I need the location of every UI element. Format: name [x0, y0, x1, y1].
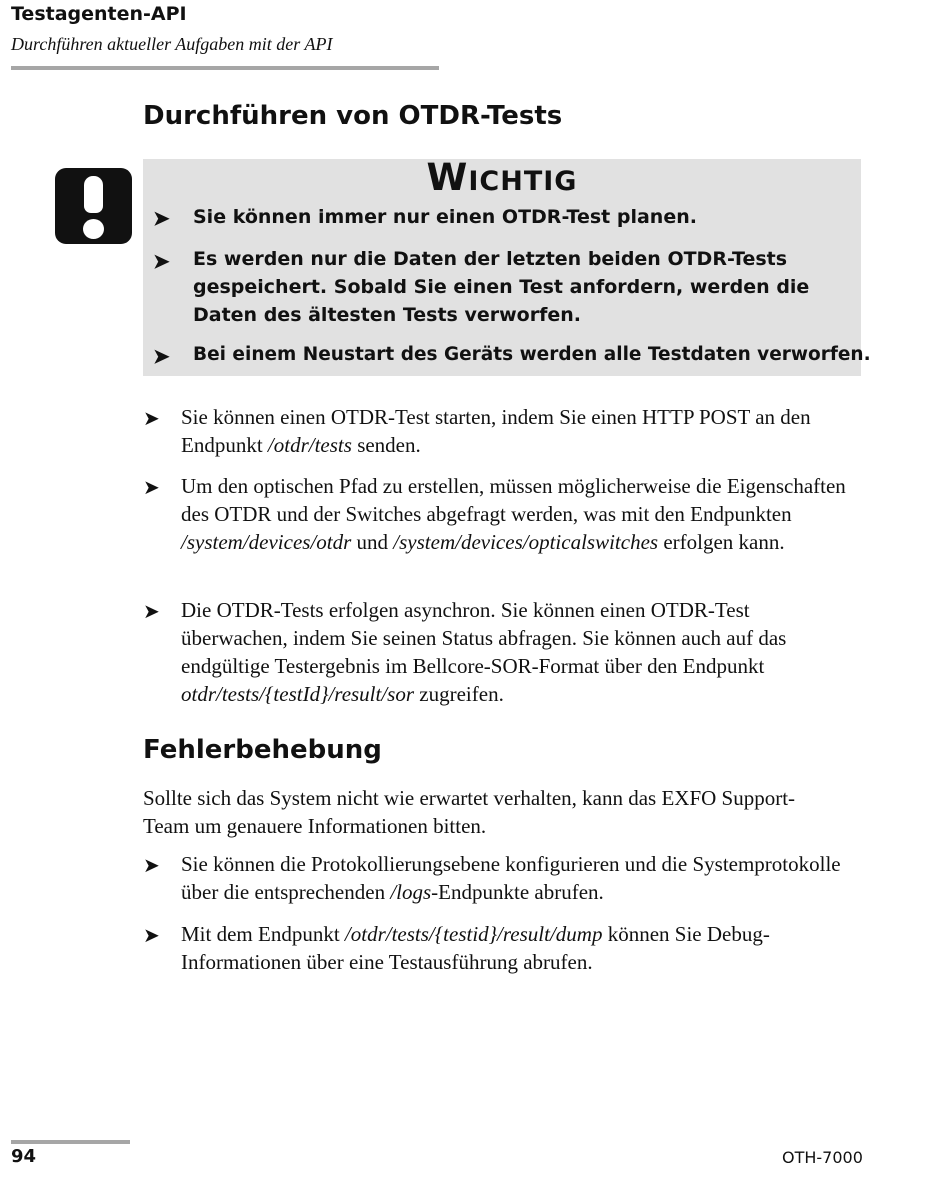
footer-rule — [11, 1140, 130, 1144]
troubleshooting-title: Fehlerbehebung — [143, 735, 382, 765]
important-item-2: Es werden nur die Daten der letzten beiden OTDR-Tests gespeichert. Sobald Sie einen Test anfordern, werden die Daten des ältesten Tests verworfen. — [193, 248, 810, 326]
list-bullet-icon: ➤ — [143, 925, 160, 947]
endpoint-code: otdr/tests/{testId}/result/sor — [181, 682, 415, 706]
endpoint-code: /logs — [390, 880, 432, 904]
exclamation-dot — [83, 219, 104, 239]
document-id: OTH-7000 — [782, 1148, 863, 1167]
important-item-1: Sie können immer nur einen OTDR-Test planen. — [193, 206, 697, 228]
list-item-async: Die OTDR-Tests erfolgen asynchron. Sie können einen OTDR-Test überwachen, indem Sie seinen Status abfragen. Sie können auch auf das endgültige Testergebnis im Bellcore-SOR-Format über den Endpunkt otdr/tests/{testId}/result/sor zugreifen. — [181, 598, 787, 706]
running-header-title: Testagenten-API — [11, 3, 187, 25]
section-title: Durchführen von OTDR-Tests — [143, 101, 563, 131]
important-title: WICHTIG — [426, 156, 578, 199]
list-item-start-test: Sie können einen OTDR-Test starten, indem Sie einen HTTP POST an den Endpunkt /otdr/tests senden. — [181, 405, 811, 457]
page-number: 94 — [11, 1146, 37, 1167]
list-bullet-icon: ➤ — [143, 855, 160, 877]
exclamation-warning-icon — [55, 168, 132, 244]
list-item-logs: Sie können die Protokollierungsebene konfigurieren und die Systemprotokolle über die entsprechenden /logs-Endpunkte abrufen. — [181, 852, 841, 904]
list-bullet-icon: ➤ — [143, 408, 160, 430]
list-item-dump: Mit dem Endpunkt /otdr/tests/{testid}/result/dump können Sie Debug-Informationen über eine Testausführung abrufen. — [181, 922, 770, 974]
endpoint-code: /otdr/tests — [267, 433, 352, 457]
important-bullet-icon: ➤ — [153, 208, 170, 230]
list-bullet-icon: ➤ — [143, 477, 160, 499]
endpoint-code: /system/devices/opticalswitches — [393, 530, 659, 554]
important-bullet-icon: ➤ — [153, 346, 170, 368]
list-bullet-icon: ➤ — [143, 601, 160, 623]
running-header-subtitle: Durchführen aktueller Aufgaben mit der API — [11, 34, 333, 54]
header-rule — [11, 66, 439, 70]
important-bullet-icon: ➤ — [153, 251, 170, 273]
exclamation-bar — [84, 176, 103, 213]
endpoint-code: /otdr/tests/{testid}/result/dump — [344, 922, 603, 946]
endpoint-code: /system/devices/otdr — [181, 530, 352, 554]
list-item-optical-path: Um den optischen Pfad zu erstellen, müssen möglicherweise die Eigenschaften des OTDR und der Switches abgefragt werden, was mit den Endpunkten /system/devices/otdr und /system/devices/opticalswitches erfolgen kann. — [181, 474, 846, 554]
important-item-3: Bei einem Neustart des Geräts werden alle Testdaten verworfen. — [193, 344, 871, 365]
troubleshooting-paragraph: Sollte sich das System nicht wie erwartet verhalten, kann das EXFO Support-Team um genauere Informationen bitten. — [143, 786, 796, 838]
